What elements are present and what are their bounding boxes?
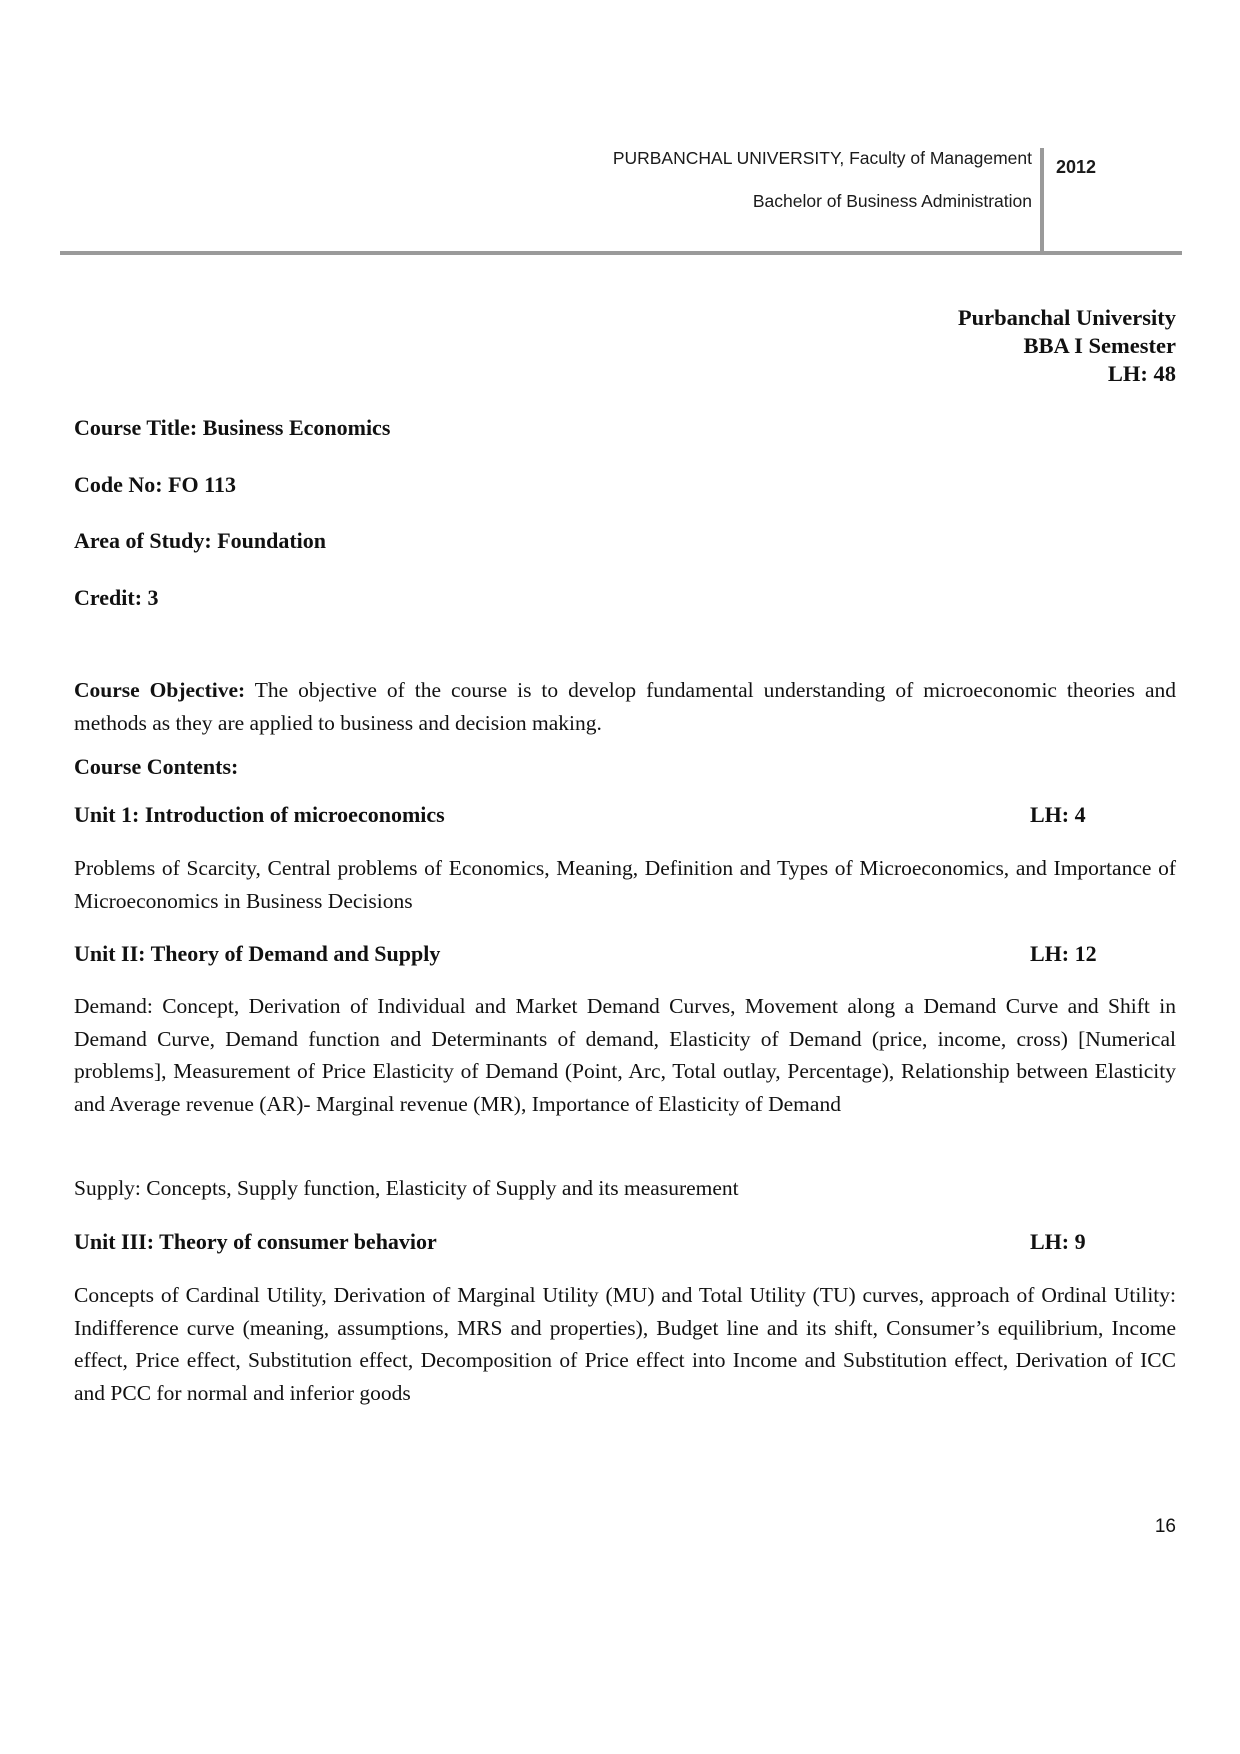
- unit-1-lecture-hours: LH: 4: [1030, 802, 1086, 827]
- unit-3-description: Concepts of Cardinal Utility, Derivation of Marginal Utility (MU) and Total Utility (TU) curves, approach of Ordinal Utility: Indifference curve (meaning, assumptions, MRS and properties), Budget line and its shift, Consumer’s equilibrium, Income effect, Price effect, Substitution effect, Decomposition of Price effect into Income and Substitution effect, Derivation of ICC and PCC for normal and inferior goods: [74, 1283, 1176, 1405]
- university-name: Purbanchal University: [957, 305, 1176, 330]
- header-year: 2012: [1056, 157, 1097, 177]
- course-objective-label: Course Objective:: [74, 678, 246, 702]
- semester-label: BBA I Semester: [1023, 333, 1176, 358]
- header-divider-vertical: [1040, 148, 1044, 254]
- total-lecture-hours: LH: 48: [1107, 361, 1176, 386]
- title-block: [958, 304, 1176, 388]
- unit-1-description: Problems of Scarcity, Central problems of Economics, Meaning, Definition and Types of Microeconomics, and Importance of Microeconomics in Business Decisions: [74, 856, 1176, 913]
- unit-3-lecture-hours: LH: 9: [1030, 1229, 1086, 1254]
- unit-2-title: Unit II: Theory of Demand and Supply: [74, 941, 441, 966]
- credit: Credit: 3: [74, 585, 159, 610]
- unit-1-title: Unit 1: Introduction of microeconomics: [74, 802, 445, 827]
- unit-2-lecture-hours: LH: 12: [1030, 941, 1097, 966]
- course-objective-text: The objective of the course is to develop fundamental understanding of microeconomic theories and methods as they are applied to business and decision making.: [74, 678, 1176, 735]
- page-number: 16: [1154, 1516, 1176, 1537]
- header-program: Bachelor of Business Administration: [752, 191, 1032, 211]
- unit-2-demand-description: Demand: Concept, Derivation of Individual and Market Demand Curves, Movement along a Demand Curve and Shift in Demand Curve, Demand function and Determinants of demand, Elasticity of Demand (price, income, cross) [Numerical problems], Measurement of Price Elasticity of Demand (Point, Arc, Total outlay, Percentage), Relationship between Elasticity and Average revenue (AR)- Marginal revenue (MR), Importance of Elasticity of Demand: [74, 994, 1176, 1116]
- header-divider-horizontal: [60, 251, 1182, 255]
- area-of-study: Area of Study: Foundation: [74, 528, 327, 553]
- course-code: Code No: FO 113: [74, 472, 236, 497]
- unit-2-supply-description: Supply: Concepts, Supply function, Elasticity of Supply and its measurement: [74, 1176, 739, 1200]
- course-contents-heading: Course Contents:: [74, 754, 239, 779]
- header-faculty: PURBANCHAL UNIVERSITY, Faculty of Management: [612, 148, 1032, 168]
- course-objective: [74, 674, 1176, 739]
- course-title: Course Title: Business Economics: [74, 415, 391, 440]
- unit-3-title: Unit III: Theory of consumer behavior: [74, 1229, 437, 1254]
